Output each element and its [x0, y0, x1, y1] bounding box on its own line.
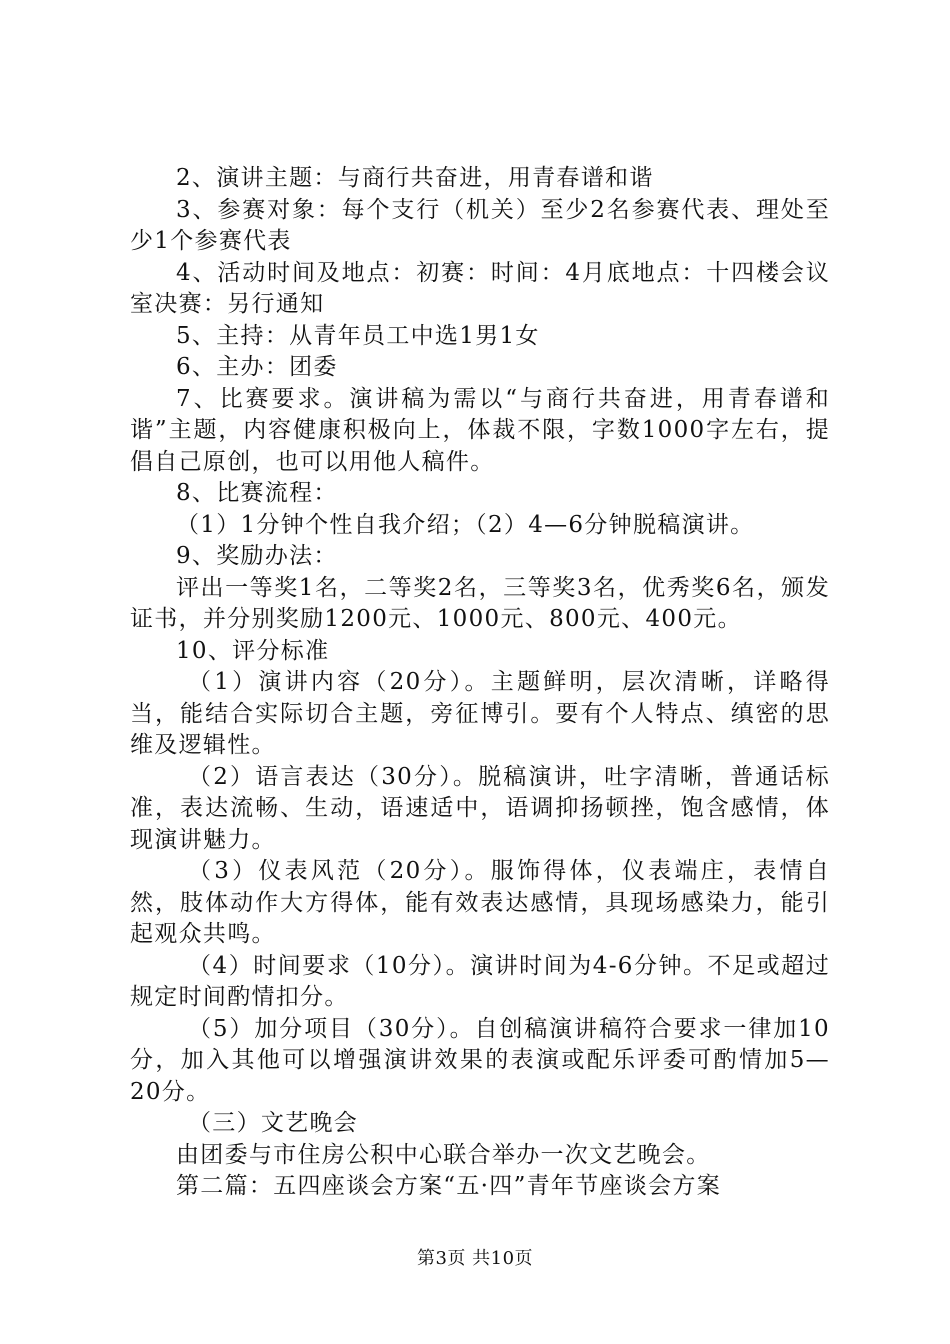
paragraph-requirements: 7、比赛要求。演讲稿为需以“与商行共奋进，用青春谱和谐”主题，内容健康积极向上，体裁不限，字数1000字左右，提倡自己原创，也可以用他人稿件。 [130, 385, 830, 475]
paragraph-organizer: 6、主办：团委 [176, 354, 338, 380]
document-body [130, 163, 830, 1203]
paragraph-scoring-bonus: （5）加分项目（30分）。自创稿演讲稿符合要求一律加10分，加入其他可以增强演讲效果的表演或配乐评委可酌情加5—20分。 [130, 1015, 830, 1105]
paragraph-scoring-language: （2）语言表达（30分）。脱稿演讲，吐字清晰，普通话标准，表达流畅、生动，语速适中，语调抑扬顿挫，饱含感情，体现演讲魅力。 [130, 763, 830, 853]
paragraph-scoring-content: （1）演讲内容（20分）。主题鲜明，层次清晰，详略得当，能结合实际切合主题，旁征博引。要有个人特点、缜密的思维及逻辑性。 [130, 669, 830, 758]
paragraph-evening-heading: （三）文艺晚会 [188, 1110, 359, 1136]
paragraph-process-heading: 8、比赛流程： [176, 480, 338, 506]
paragraph-evening-detail: 由团委与市住房公积中心联合举办一次文艺晚会。 [176, 1141, 711, 1168]
paragraph-scoring-heading: 10、评分标准 [176, 637, 330, 664]
paragraph-scoring-appearance: （3）仪表风范（20分）。服饰得体，仪表端庄，表情自然，肢体动作大方得体，能有效表达感情，具现场感染力，能引起观众共鸣。 [130, 858, 830, 947]
paragraph-awards-heading: 9、奖励办法： [176, 543, 338, 569]
paragraph-time-location: 4、活动时间及地点：初赛：时间：4月底地点：十四楼会议室决赛：另行通知 [130, 259, 830, 317]
paragraph-scoring-time: （4）时间要求（10分）。演讲时间为4-6分钟。不足或超过规定时间酌情扣分。 [130, 952, 830, 1010]
paragraph-second-article-title: 第二篇：五四座谈会方案“五·四”青年节座谈会方案 [176, 1173, 722, 1199]
paragraph-participants: 3、参赛对象：每个支行（机关）至少2名参赛代表、理处至少1个参赛代表 [130, 196, 830, 254]
paragraph-process-steps: （1）1分钟个性自我介绍；（2）4—6分钟脱稿演讲。 [176, 511, 755, 538]
page-footer: 第3页 共10页 [416, 1248, 534, 1269]
paragraph-speech-theme: 2、演讲主题：与商行共奋进，用青春谱和谐 [176, 165, 654, 191]
paragraph-awards-detail: 评出一等奖1名，二等奖2名，三等奖3名，优秀奖6名，颁发证书，并分别奖励1200元、1000元、800元、400元。 [130, 574, 830, 632]
paragraph-host: 5、主持：从青年员工中选1男1女 [176, 322, 540, 349]
